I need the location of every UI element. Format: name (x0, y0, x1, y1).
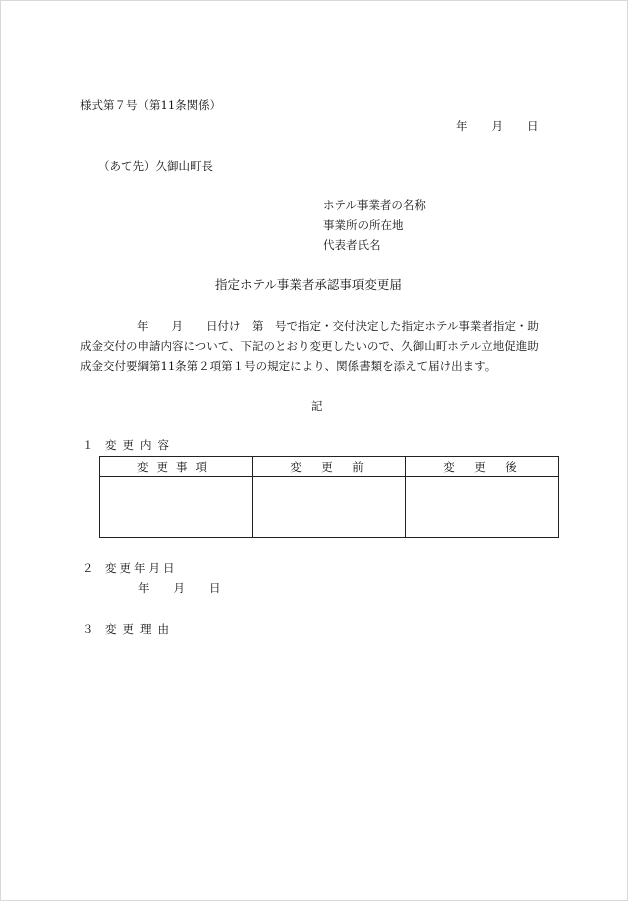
date-line (456, 121, 539, 133)
body-line-1: 年 月 日付け 第 号で指定・交付決定した指定ホテル事業者指定・助 (137, 319, 539, 333)
date-year: 年 (456, 119, 468, 133)
date-month: 月 (491, 119, 503, 133)
document-title: 指定ホテル事業者承認事項変更届 (215, 277, 402, 292)
change-date-month: 月 (173, 581, 185, 595)
addressee: （あて先）久御山町長 (98, 159, 213, 173)
ki-heading: 記 (311, 399, 323, 413)
body-line-3: 成金交付要綱第11条第２項第１号の規定により、関係書類を添えて届け出ます。 (80, 359, 497, 373)
form-number: 様式第７号（第11条関係） (80, 98, 222, 112)
header-before: 変 更 前 (253, 457, 406, 477)
applicant-representative-label: 代表者氏名 (323, 238, 381, 252)
change-date-day: 日 (209, 581, 221, 595)
applicant-hotel-name-label: ホテル事業者の名称 (323, 198, 426, 212)
date-day: 日 (527, 119, 539, 133)
section-3-number: ３ (82, 622, 94, 636)
table-header-row (100, 457, 559, 477)
changes-table (99, 456, 559, 538)
body-line-2: 成金交付の申請内容について、下記のとおり変更したいので、久御山町ホテル立地促進助 (80, 339, 539, 353)
section-1-title: 変更内容 (105, 438, 175, 452)
table-row (100, 477, 559, 538)
change-date-year: 年 (138, 581, 150, 595)
cell-after[interactable] (406, 477, 559, 538)
applicant-address-label: 事業所の所在地 (323, 218, 404, 232)
cell-before[interactable] (253, 477, 406, 538)
section-2-date (138, 583, 221, 595)
header-change-item: 変更事項 (100, 457, 253, 477)
header-after: 変 更 後 (406, 457, 559, 477)
section-2-title: 変更年月日 (105, 561, 178, 575)
section-3-title: 変更理由 (105, 622, 175, 636)
section-1-number: １ (82, 438, 94, 452)
cell-change-item[interactable] (100, 477, 253, 538)
section-2-number: ２ (82, 561, 94, 575)
